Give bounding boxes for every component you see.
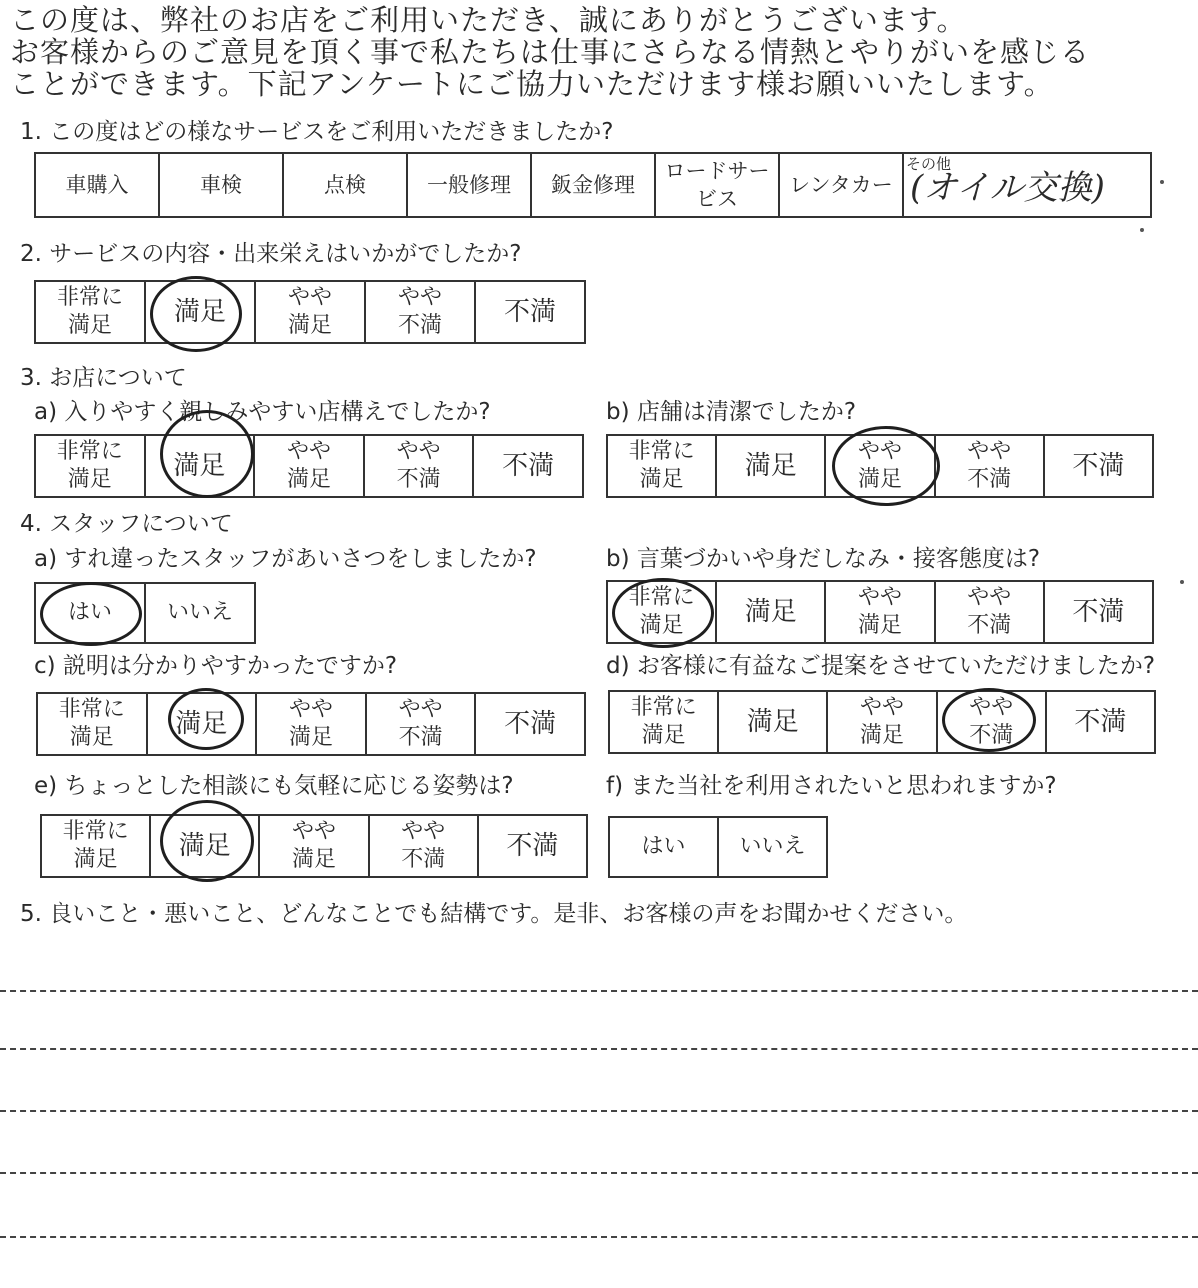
intro-text [10, 4, 1195, 100]
other-handwritten-value: (オイル交換) [910, 168, 1105, 208]
q4e-label: e) ちょっとした相談にも気軽に応じる姿勢は? [34, 773, 514, 799]
intro-line-1: この度は、弊社のお店をご利用いただき、誠にありがとうございます。 [10, 3, 967, 37]
q4d-somewhat-dissatisfied[interactable]: やや 不満 [938, 692, 1047, 752]
q4d-somewhat-satisfied[interactable]: やや 満足 [828, 692, 937, 752]
question-1-label: 1. この度はどの様なサービスをご利用いただきましたか? [20, 119, 614, 145]
question-3-label: 3. お店について [20, 365, 187, 391]
q2-rating-scale [34, 280, 586, 344]
q3a-somewhat-dissatisfied[interactable]: やや 不満 [365, 436, 475, 496]
q4e-satisfied[interactable]: 満足 [151, 816, 260, 876]
q2-somewhat-dissatisfied[interactable]: やや 不満 [366, 282, 476, 342]
comment-line [0, 1236, 1198, 1238]
q1-option-rental-car[interactable]: レンタカー [780, 154, 904, 216]
q3b-label: b) 店舗は清潔でしたか? [606, 399, 857, 425]
q4e-somewhat-satisfied[interactable]: やや 満足 [260, 816, 369, 876]
comment-line [0, 1172, 1198, 1174]
q4c-somewhat-satisfied[interactable]: やや 満足 [257, 694, 367, 754]
q4c-label: c) 説明は分かりやすかったですか? [34, 653, 398, 679]
comment-line [0, 1110, 1198, 1112]
q4a-no[interactable]: いいえ [166, 600, 233, 625]
q4f-yes-no [608, 816, 828, 878]
question-4-label: 4. スタッフについて [20, 511, 233, 537]
intro-line-3: ことができます。下記アンケートにご協力いただけます様お願いいたします。 [10, 67, 1054, 101]
q4b-somewhat-dissatisfied[interactable]: やや 不満 [936, 582, 1045, 642]
q3a-satisfied[interactable]: 満足 [146, 436, 256, 496]
q4e-somewhat-dissatisfied[interactable]: やや 不満 [370, 816, 479, 876]
q4c-rating-scale [36, 692, 586, 756]
q3b-satisfied[interactable]: 満足 [717, 436, 826, 496]
q2-somewhat-satisfied[interactable]: やや 満足 [256, 282, 366, 342]
q4d-very-satisfied[interactable]: 非常に 満足 [610, 692, 719, 752]
q4b-dissatisfied[interactable]: 不満 [1072, 597, 1125, 627]
q1-option-road-service[interactable]: ロードサービス [656, 154, 780, 216]
q3b-somewhat-satisfied[interactable]: やや 満足 [826, 436, 935, 496]
q1-option-car-purchase[interactable]: 車購入 [36, 154, 160, 216]
q4a-yes[interactable]: はい [36, 584, 146, 642]
q4f-yes[interactable]: はい [610, 818, 719, 876]
scan-speck [1140, 228, 1144, 232]
q2-satisfied[interactable]: 満足 [146, 282, 256, 342]
q3a-label: a) 入りやすく親しみやすい店構えでしたか? [34, 399, 491, 425]
question-2-label: 2. サービスの内容・出来栄えはいかがでしたか? [20, 241, 522, 267]
q4c-very-satisfied[interactable]: 非常に 満足 [38, 694, 148, 754]
scan-speck [1160, 180, 1164, 184]
q3b-dissatisfied[interactable]: 不満 [1072, 451, 1125, 481]
q4d-satisfied[interactable]: 満足 [719, 692, 828, 752]
q3a-very-satisfied[interactable]: 非常に 満足 [36, 436, 146, 496]
q4b-very-satisfied[interactable]: 非常に 満足 [608, 582, 717, 642]
q4c-dissatisfied[interactable]: 不満 [504, 709, 557, 739]
q1-option-inspection[interactable]: 車検 [160, 154, 284, 216]
q1-option-other[interactable] [904, 154, 1150, 216]
q1-option-general-repair[interactable]: 一般修理 [408, 154, 532, 216]
q2-dissatisfied[interactable]: 不満 [503, 297, 556, 327]
q1-option-body-repair[interactable]: 鈑金修理 [532, 154, 656, 216]
q1-service-options [34, 152, 1152, 218]
comment-line [0, 1048, 1198, 1050]
other-label: その他 [906, 155, 952, 173]
q4a-label: a) すれ違ったスタッフがあいさつをしましたか? [34, 546, 537, 572]
q1-option-check[interactable]: 点検 [284, 154, 408, 216]
q3a-rating-scale [34, 434, 584, 498]
q3a-dissatisfied[interactable]: 不満 [502, 451, 555, 481]
q3a-somewhat-satisfied[interactable]: やや 満足 [255, 436, 365, 496]
q4d-rating-scale [608, 690, 1156, 754]
q4c-somewhat-dissatisfied[interactable]: やや 不満 [367, 694, 477, 754]
intro-line-2: お客様からのご意見を頂く事で私たちは仕事にさらなる情熱とやりがいを感じる [10, 35, 1091, 69]
q4d-dissatisfied[interactable]: 不満 [1074, 707, 1127, 737]
q4b-satisfied[interactable]: 満足 [717, 582, 826, 642]
q4a-yes-no [34, 582, 256, 644]
q4e-dissatisfied[interactable]: 不満 [506, 831, 559, 861]
comment-line [0, 990, 1198, 992]
q4f-label: f) また当社を利用されたいと思われますか? [606, 773, 1057, 799]
scan-speck [1180, 580, 1184, 584]
q4f-no[interactable]: いいえ [739, 834, 806, 859]
q4b-somewhat-satisfied[interactable]: やや 満足 [826, 582, 935, 642]
q3b-rating-scale [606, 434, 1154, 498]
q4c-satisfied[interactable]: 満足 [148, 694, 258, 754]
question-5-label: 5. 良いこと・悪いこと、どんなことでも結構です。是非、お客様の声をお聞かせください。 [20, 901, 968, 927]
q4b-rating-scale [606, 580, 1154, 644]
q4e-rating-scale [40, 814, 588, 878]
q2-very-satisfied[interactable]: 非常に 満足 [36, 282, 146, 342]
q3b-very-satisfied[interactable]: 非常に 満足 [608, 436, 717, 496]
q4b-label: b) 言葉づかいや身だしなみ・接客態度は? [606, 546, 1041, 572]
q4d-label: d) お客様に有益なご提案をさせていただけましたか? [606, 653, 1156, 679]
q4e-very-satisfied[interactable]: 非常に 満足 [42, 816, 151, 876]
q3b-somewhat-dissatisfied[interactable]: やや 不満 [936, 436, 1045, 496]
